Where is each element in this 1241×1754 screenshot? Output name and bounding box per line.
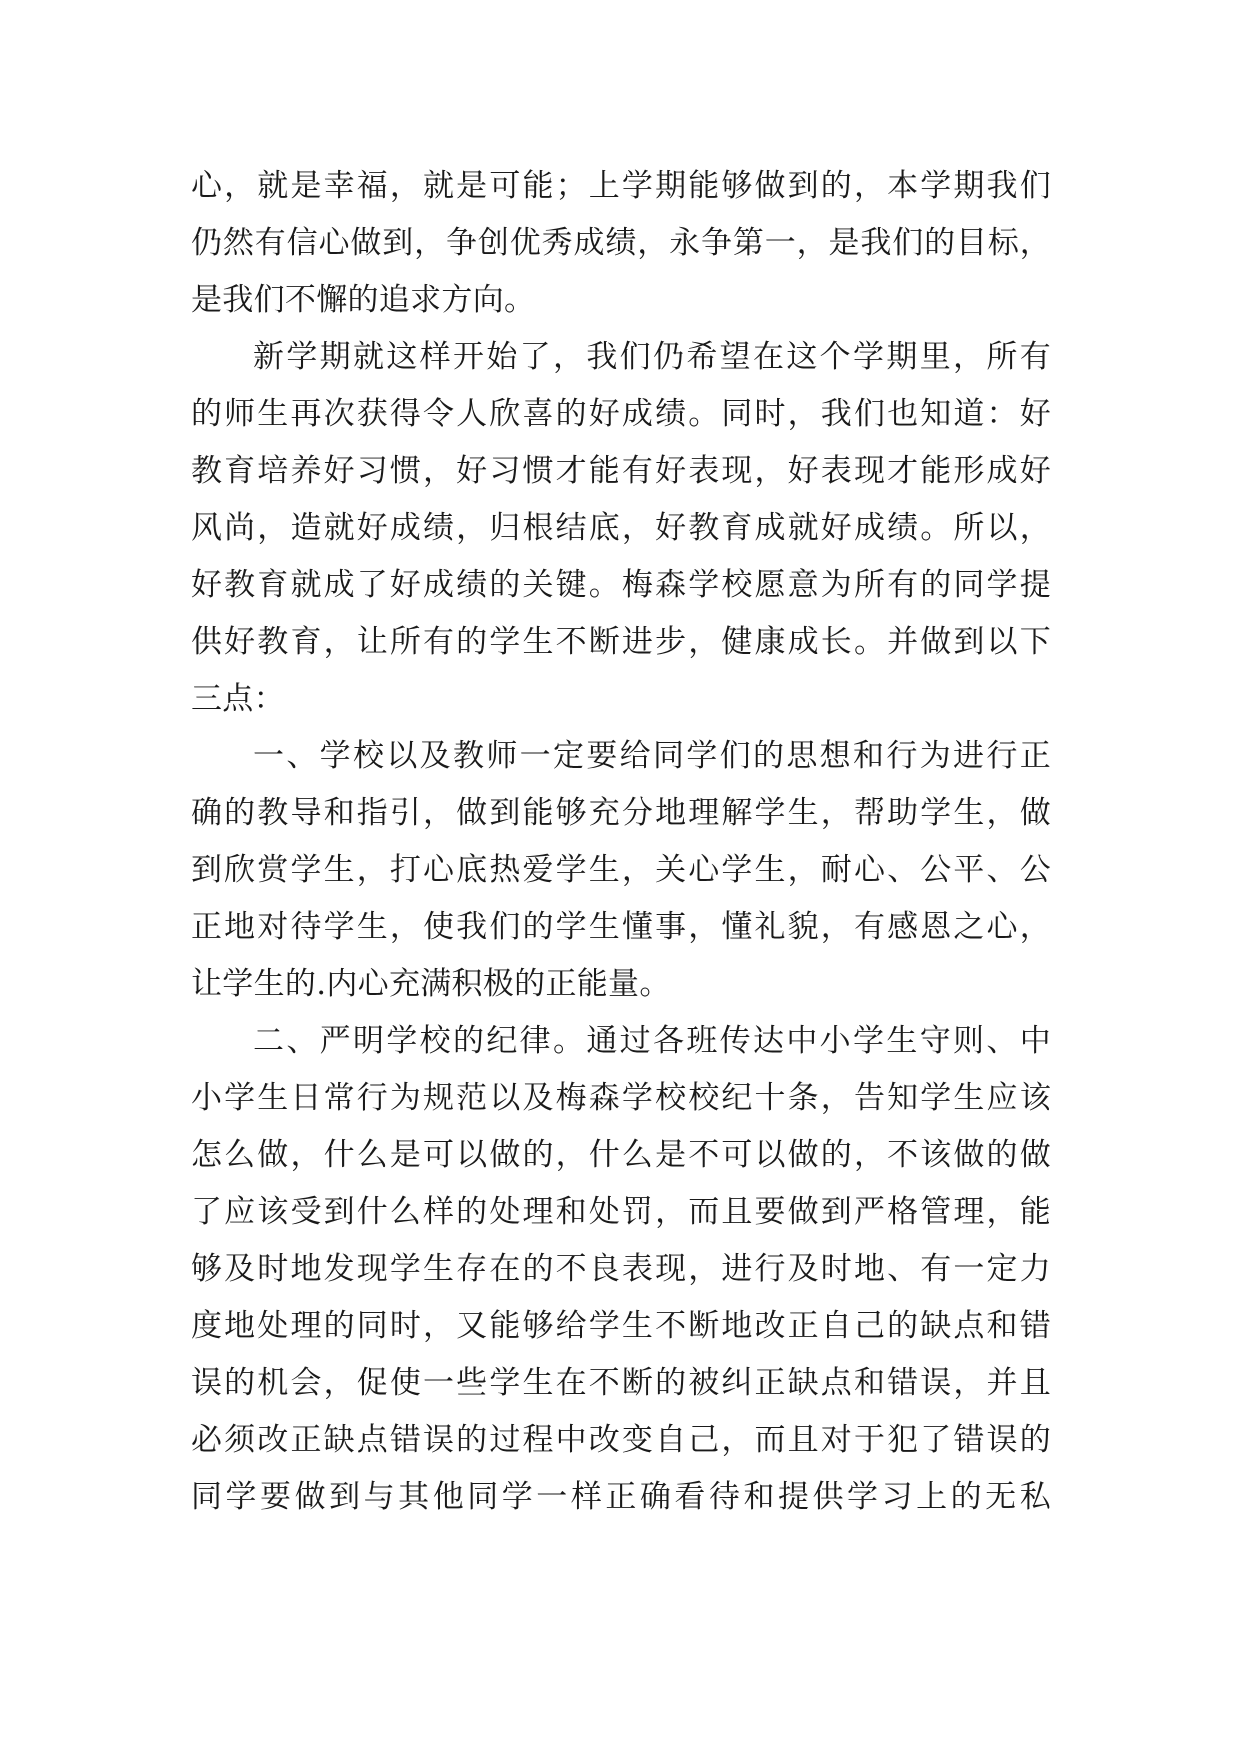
text-line: 让学生的.内心充满积极的正能量。 <box>191 966 671 1002</box>
text-line: 是我们不懈的追求方向。 <box>191 282 536 318</box>
text-line: 新学期就这样开始了，我们仍希望在这个学期里，所有 <box>253 339 1051 375</box>
text-line: 好教育就成了好成绩的关键。梅森学校愿意为所有的同学提 <box>191 567 1051 603</box>
text-line: 小学生日常行为规范以及梅森学校校纪十条，告知学生应该 <box>191 1080 1051 1116</box>
text-line: 一、学校以及教师一定要给同学们的思想和行为进行正 <box>253 738 1051 774</box>
text-line: 误的机会，促使一些学生在不断的被纠正缺点和错误，并且 <box>191 1365 1051 1401</box>
text-line: 了应该受到什么样的处理和处罚，而且要做到严格管理，能 <box>191 1194 1051 1230</box>
text-line: 心，就是幸福，就是可能；上学期能够做到的，本学期我们 <box>191 168 1051 204</box>
text-line: 怎么做，什么是可以做的，什么是不可以做的，不该做的做 <box>191 1137 1051 1173</box>
text-line: 够及时地发现学生存在的不良表现，进行及时地、有一定力 <box>191 1251 1051 1287</box>
text-line: 同学要做到与其他同学一样正确看待和提供学习上的无私 <box>191 1479 1051 1515</box>
text-line: 确的教导和指引，做到能够充分地理解学生，帮助学生，做 <box>191 795 1051 831</box>
text-line: 仍然有信心做到，争创优秀成绩，永争第一，是我们的目标， <box>191 225 1051 261</box>
text-line: 二、严明学校的纪律。通过各班传达中小学生守则、中 <box>253 1023 1051 1059</box>
text-line: 到欣赏学生，打心底热爱学生，关心学生，耐心、公平、公 <box>191 852 1051 888</box>
text-line: 三点： <box>191 681 285 717</box>
text-line: 必须改正缺点错误的过程中改变自己，而且对于犯了错误的 <box>191 1422 1051 1458</box>
text-line: 度地处理的同时，又能够给学生不断地改正自己的缺点和错 <box>191 1308 1051 1344</box>
text-line: 供好教育，让所有的学生不断进步，健康成长。并做到以下 <box>191 624 1051 660</box>
body-text <box>191 158 1051 1526</box>
text-line: 的师生再次获得令人欣喜的好成绩。同时，我们也知道：好 <box>191 396 1051 432</box>
text-line: 风尚，造就好成绩，归根结底，好教育成就好成绩。所以， <box>191 510 1051 546</box>
text-line: 教育培养好习惯，好习惯才能有好表现，好表现才能形成好 <box>191 453 1051 489</box>
text-line: 正地对待学生，使我们的学生懂事，懂礼貌，有感恩之心， <box>191 909 1051 945</box>
